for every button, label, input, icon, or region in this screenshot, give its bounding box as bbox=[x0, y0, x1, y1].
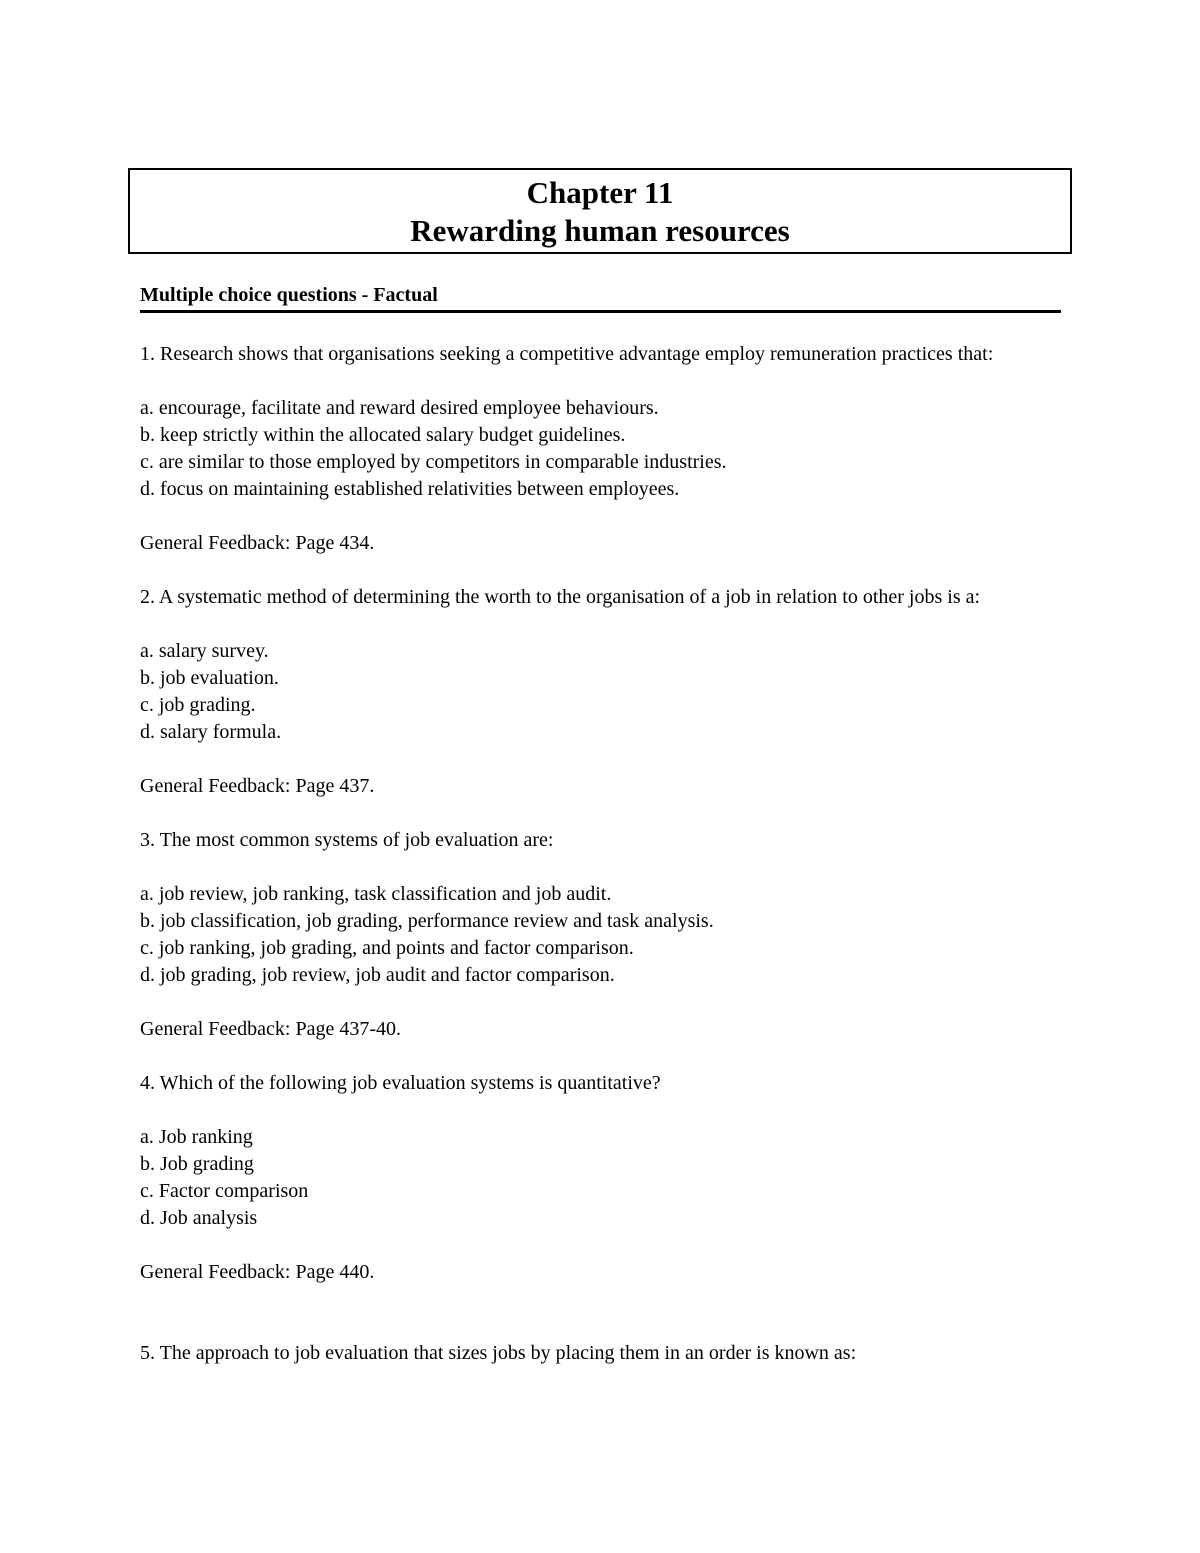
option-d: d. salary formula. bbox=[140, 721, 282, 743]
option-a: a. job review, job ranking, task classification and job audit. bbox=[140, 883, 612, 905]
option-c: c. job grading. bbox=[140, 694, 256, 716]
option-a: a. encourage, facilitate and reward desired employee behaviours. bbox=[140, 397, 659, 419]
question-stem: 2. A systematic method of determining the worth to the organisation of a job in relation to other jobs is a: bbox=[140, 586, 981, 608]
spacer bbox=[140, 1313, 1070, 1340]
general-feedback: General Feedback: Page 440. bbox=[140, 1261, 375, 1283]
option-c: c. are similar to those employed by competitors in comparable industries. bbox=[140, 451, 727, 473]
option-a: a. salary survey. bbox=[140, 640, 269, 662]
chapter-title-box bbox=[128, 168, 1072, 254]
option-c: c. Factor comparison bbox=[140, 1180, 309, 1202]
option-d: d. Job analysis bbox=[140, 1207, 258, 1229]
option-list bbox=[140, 395, 1070, 503]
chapter-title: Rewarding human resources bbox=[410, 213, 790, 248]
option-b: b. Job grading bbox=[140, 1153, 254, 1175]
option-list bbox=[140, 1124, 1070, 1232]
section-heading: Multiple choice questions - Factual bbox=[140, 282, 1061, 313]
option-b: b. keep strictly within the allocated salary budget guidelines. bbox=[140, 424, 626, 446]
general-feedback: General Feedback: Page 437. bbox=[140, 775, 375, 797]
question-1 bbox=[140, 341, 1070, 557]
question-stem: 1. Research shows that organisations seeking a competitive advantage employ remuneration practices that: bbox=[140, 343, 994, 365]
questions-list bbox=[140, 341, 1070, 1394]
question-3 bbox=[140, 827, 1070, 1043]
question-2 bbox=[140, 584, 1070, 800]
question-stem: 5. The approach to job evaluation that sizes jobs by placing them in an order is known as: bbox=[140, 1342, 857, 1364]
question-stem: 3. The most common systems of job evaluation are: bbox=[140, 829, 554, 851]
option-d: d. focus on maintaining established relativities between employees. bbox=[140, 478, 680, 500]
option-b: b. job evaluation. bbox=[140, 667, 279, 689]
option-b: b. job classification, job grading, performance review and task analysis. bbox=[140, 910, 714, 932]
option-list bbox=[140, 881, 1070, 989]
option-d: d. job grading, job review, job audit and factor comparison. bbox=[140, 964, 615, 986]
question-5 bbox=[140, 1340, 1070, 1367]
question-4 bbox=[140, 1070, 1070, 1286]
option-a: a. Job ranking bbox=[140, 1126, 253, 1148]
option-c: c. job ranking, job grading, and points and factor comparison. bbox=[140, 937, 634, 959]
option-list bbox=[140, 638, 1070, 746]
chapter-number: Chapter 11 bbox=[526, 175, 674, 210]
general-feedback: General Feedback: Page 434. bbox=[140, 532, 375, 554]
question-stem: 4. Which of the following job evaluation systems is quantitative? bbox=[140, 1072, 661, 1094]
general-feedback: General Feedback: Page 437-40. bbox=[140, 1018, 402, 1040]
